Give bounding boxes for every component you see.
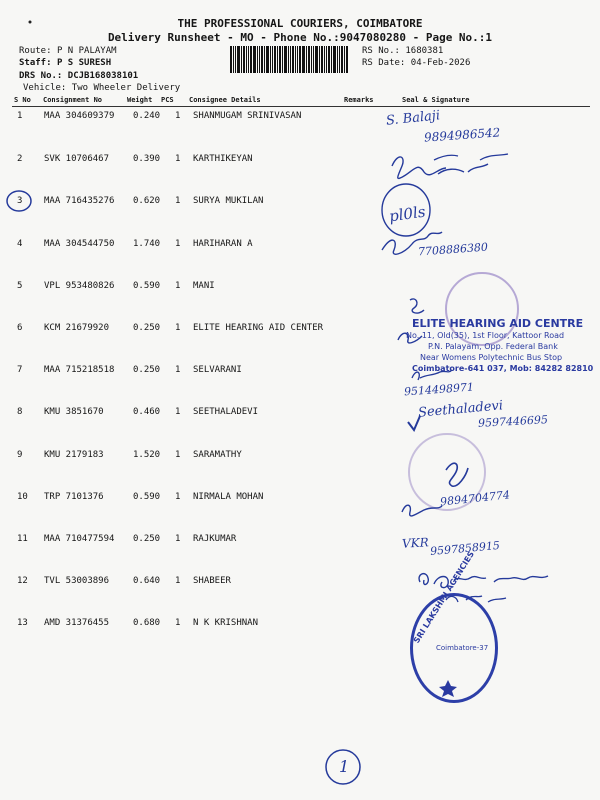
row-consignment: KMU 3851670 <box>44 407 104 417</box>
row8-signature: Seethaladevi <box>417 398 504 421</box>
row-sno: 13 <box>17 618 28 628</box>
row-consignment: TRP 7101376 <box>44 492 104 502</box>
row-consignee: SHANMUGAM SRINIVASAN <box>193 111 302 121</box>
row-sno: 9 <box>17 450 23 460</box>
staff-label: Staff: <box>19 58 52 68</box>
row-pcs: 1 <box>175 154 181 164</box>
row3-circle-mark <box>7 191 31 211</box>
row4-phone: 7708886380 <box>417 240 489 259</box>
row-sno: 3 <box>17 196 23 206</box>
row-sno: 11 <box>17 534 28 544</box>
row1-phone: 9894986542 <box>423 125 501 145</box>
row-sno: 5 <box>17 281 23 291</box>
row9-signature-strokes <box>446 463 468 486</box>
row-sno: 10 <box>17 492 28 502</box>
row-consignee: RAJKUMAR <box>193 534 237 544</box>
row-pcs: 1 <box>175 281 181 291</box>
drs-label: DRS No.: <box>19 71 63 81</box>
row10-signature-strokes <box>402 505 442 516</box>
row-consignment: MAA 715218518 <box>44 365 115 375</box>
row-pcs: 1 <box>175 111 181 121</box>
drs-value: DCJB168038101 <box>67 71 139 81</box>
row-weight: 0.640 <box>133 576 161 586</box>
page-mark: 1 <box>339 757 350 776</box>
row-weight: 0.390 <box>133 154 161 164</box>
row-pcs: 1 <box>175 196 181 206</box>
row-pcs: 1 <box>175 492 181 502</box>
row-weight: 0.250 <box>133 365 161 375</box>
row1-signature: S. Balaji <box>385 108 441 129</box>
row-weight: 1.740 <box>133 239 161 249</box>
row-sno: 12 <box>17 576 28 586</box>
rs-date-label: RS Date: <box>362 58 406 68</box>
vehicle-value: Two Wheeler Delivery <box>71 83 181 93</box>
row-pcs: 1 <box>175 534 181 544</box>
row-consignee: SARAMATHY <box>193 450 242 460</box>
row-weight: 0.680 <box>133 618 161 628</box>
col-header-consignment: Consignment No <box>43 96 103 104</box>
row7-signature-strokes <box>412 370 452 380</box>
row-consignee: SELVARANI <box>193 365 242 375</box>
col-header-sno: S No <box>14 96 31 104</box>
row2-signature-strokes <box>392 157 488 178</box>
row-consignee: SHABEER <box>193 576 231 586</box>
row-consignment: AMD 31376455 <box>44 618 110 628</box>
row-consignee: HARIHARAN A <box>193 239 253 249</box>
row-consignment: MAA 304609379 <box>44 111 115 121</box>
row-sno: 6 <box>17 323 23 333</box>
rs-no-label: RS No.: <box>362 46 400 56</box>
col-header-weight: Weight <box>127 96 153 104</box>
row7-phone: 9514498971 <box>403 380 475 399</box>
row-pcs: 1 <box>175 618 181 628</box>
row-consignee: MANI <box>193 281 215 291</box>
row-sno: 2 <box>17 154 23 164</box>
row-consignment: VPL 953480826 <box>44 281 115 291</box>
runsheet-subtitle: Delivery Runsheet - MO - Phone No.:9047080280 - Page No.:1 <box>107 31 493 44</box>
col-header-pcs: PCS <box>161 96 174 104</box>
row-pcs: 1 <box>175 407 181 417</box>
row3-scribble-circle <box>382 184 430 236</box>
row12-signature-strokes <box>419 574 548 588</box>
row-pcs: 1 <box>175 239 181 249</box>
elite-stamp-contact: Coimbatore-641 037, Mob: 84282 82810 <box>412 364 594 373</box>
row-consignment: TVL 53003896 <box>44 576 110 586</box>
elite-stamp-landmark: Near Womens Polytechnic Bus Stop <box>420 353 563 362</box>
row-weight: 0.460 <box>133 407 161 417</box>
row-pcs: 1 <box>175 576 181 586</box>
row-weight: 0.620 <box>133 196 161 206</box>
route-value: P N PALAYAM <box>56 46 117 56</box>
row8-phone: 9597446695 <box>477 413 549 430</box>
row-consignee: ELITE HEARING AID CENTER <box>193 323 324 333</box>
row10-phone: 9894704774 <box>439 488 511 509</box>
row-consignment: SVK 10706467 <box>44 154 110 164</box>
sri-lakshmi-stamp-name: SRI LAKSHMI AGENCIES <box>412 549 476 645</box>
stamp-star-icon <box>439 680 457 697</box>
staff-value: P S SURESH <box>56 58 112 68</box>
company-name: THE PROFESSIONAL COURIERS, COIMBATORE <box>177 17 423 30</box>
row-consignee: N K KRISHNAN <box>193 618 259 628</box>
row-consignee: KARTHIKEYAN <box>193 154 253 164</box>
row-weight: 0.240 <box>133 111 161 121</box>
row11-phone: 9597858915 <box>429 538 501 559</box>
row-sno: 4 <box>17 239 23 249</box>
row-consignment: KCM 21679920 <box>44 323 110 333</box>
row-consignment: KMU 2179183 <box>44 450 104 460</box>
route-label: Route: <box>19 46 52 56</box>
row-consignment: MAA 710477594 <box>44 534 115 544</box>
row-pcs: 1 <box>175 365 181 375</box>
row-pcs: 1 <box>175 450 181 460</box>
elite-stamp-address: No. 11, Old(35), 1st Floor, Kattoor Road <box>406 331 565 340</box>
row-consignee: SURYA MUKILAN <box>193 196 264 206</box>
elite-stamp-locality: P.N. Palayam, Opp. Federal Bank <box>428 342 558 351</box>
sri-lakshmi-stamp-city: Coimbatore-37 <box>436 644 489 652</box>
page-mark-circle <box>326 750 360 784</box>
col-header-seal: Seal & Signature <box>402 96 470 104</box>
row-consignment: MAA 304544750 <box>44 239 115 249</box>
elite-stamp-title: ELITE HEARING AID CENTRE <box>412 317 584 330</box>
row6-signature-strokes <box>398 299 424 343</box>
row-consignment: MAA 716435276 <box>44 196 115 206</box>
row3-note: pl0ls <box>387 202 427 226</box>
row-weight: 0.250 <box>133 323 161 333</box>
vehicle-label: Vehicle: <box>23 83 67 93</box>
rs-date-value: 04-Feb-2026 <box>410 58 471 68</box>
row-sno: 8 <box>17 407 23 417</box>
col-header-consignee: Consignee Details <box>189 96 261 104</box>
row8-mark <box>408 416 420 430</box>
row-weight: 0.590 <box>133 281 161 291</box>
rs-no-value: 1680381 <box>405 46 444 56</box>
col-header-remarks: Remarks <box>344 96 374 104</box>
row-sno: 7 <box>17 365 23 375</box>
row-consignee: SEETHALADEVI <box>193 407 259 417</box>
row-sno: 1 <box>17 111 23 121</box>
row-consignee: NIRMALA MOHAN <box>193 492 264 502</box>
row-pcs: 1 <box>175 323 181 333</box>
row-weight: 0.250 <box>133 534 161 544</box>
row11-signature: VKR <box>401 535 430 551</box>
row-weight: 0.590 <box>133 492 161 502</box>
row-weight: 1.520 <box>133 450 161 460</box>
